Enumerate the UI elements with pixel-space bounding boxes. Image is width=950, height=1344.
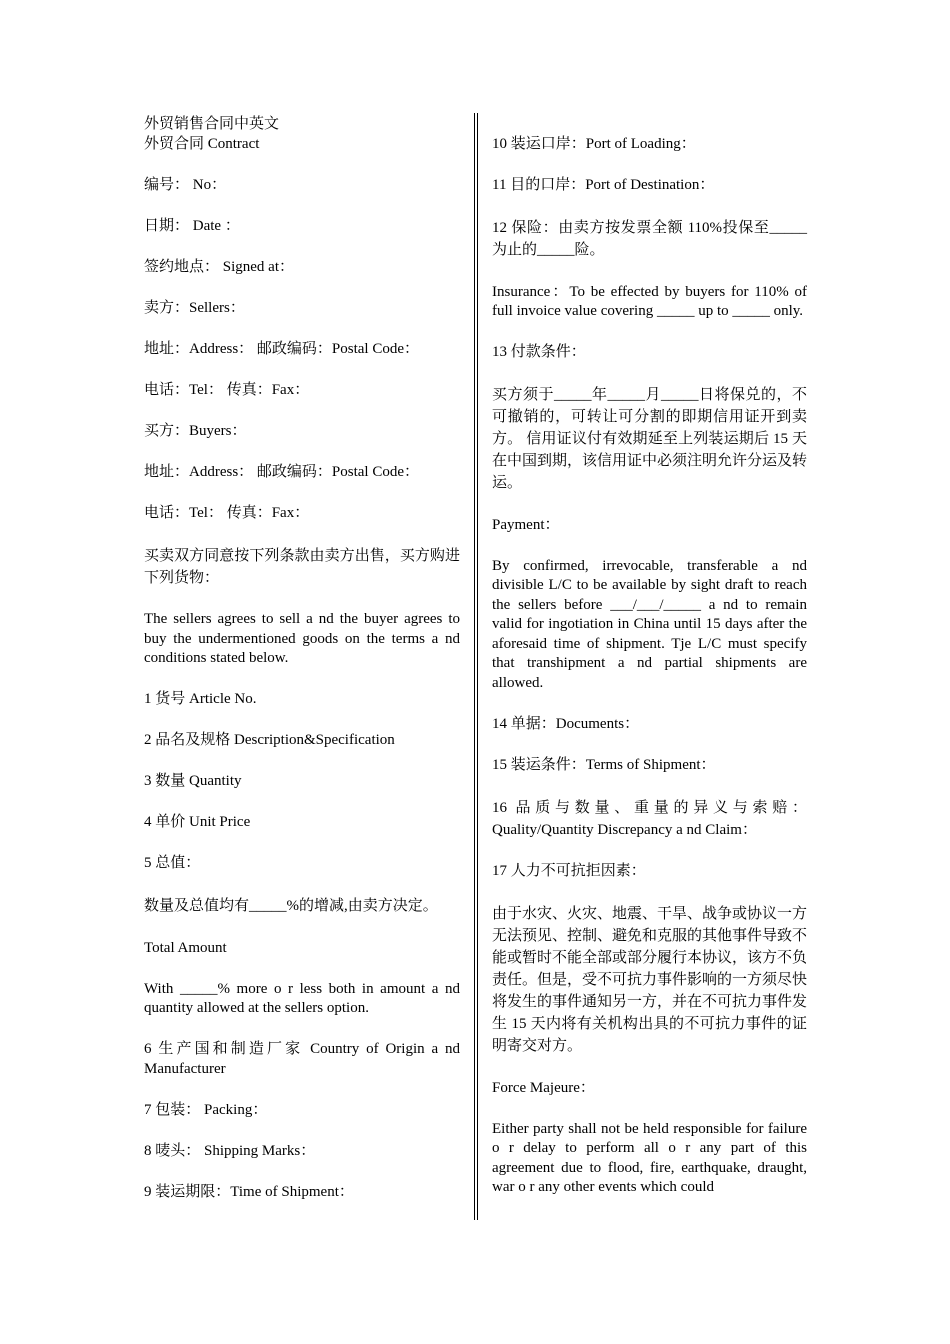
left-column-paragraph: 电话：Tel： 传真：Fax： bbox=[144, 504, 310, 521]
left-column-paragraph: 买卖双方同意按下列条款由卖方出售，买方购进下列货物： bbox=[144, 547, 460, 586]
left-column-paragraph: 2 品名及规格 Description&Specification bbox=[144, 732, 395, 748]
left-column-paragraph: 买方：Buyers： bbox=[144, 422, 247, 439]
left-column-paragraph: Total Amount bbox=[144, 939, 227, 956]
right-column-paragraph: 10 装运口岸：Port of Loading： bbox=[492, 136, 696, 152]
left-column-paragraph: 1 货号 Article No. bbox=[144, 691, 257, 707]
right-column-paragraph: 14 单据：Documents： bbox=[492, 715, 640, 732]
left-column-paragraph: 卖方：Sellers： bbox=[144, 299, 245, 316]
right-column bbox=[492, 135, 807, 1198]
right-column-paragraph: 11 目的口岸：Port of Destination： bbox=[492, 177, 715, 193]
left-column-paragraph: The sellers agrees to sell a nd the buyer agrees to buy the undermentioned goods on the terms a nd conditions stated below. bbox=[144, 611, 460, 666]
right-column-paragraph: 买方须于_____年_____月_____日将保兑的，不可撤销的，可转让可分割的即期信用证开到卖方。 信用证议付有效期延至上列装运期后 15 天在中国到期，该信用证中必须注明允许分运及转运。 bbox=[492, 387, 808, 491]
left-column bbox=[144, 115, 460, 1224]
right-column-paragraph: 17 人力不可抗拒因素： bbox=[492, 863, 646, 879]
column-divider bbox=[474, 113, 478, 1220]
right-column-paragraph: By confirmed, irrevocable, transferable a nd divisible L/C to be available by sight draft to reach the sellers before ___/___/_____ a nd to remain valid for ingotiation in China until 15 days after the aforesaid time of shipment. Tje L/C must specify that transhipment a nd partial shipments are allowed. bbox=[492, 557, 807, 691]
right-column-paragraph: 由于水灾、火灾、地震、干旱、战争或协议一方无法预见、控制、避免和克服的其他事件导致不能或暂时不能全部或部分履行本协议，该方不负责任。但是，受不可抗力事件影响的一方须尽快将发生的事件通知另一方，并在不可抗力事件发生 15 天内将有关机构出具的不可抗力事件的证明寄交对方。 bbox=[492, 906, 808, 1054]
right-column-paragraph: Force Majeure： bbox=[492, 1079, 595, 1096]
left-column-paragraph: 地址：Address： 邮政编码：Postal Code： bbox=[144, 340, 419, 357]
left-column-paragraph: 6 生产国和制造厂家 Country of Origin a nd Manufacturer bbox=[144, 1041, 460, 1077]
right-column-paragraph: Insurance：To be effected by buyers for 110% of full invoice value covering _____ up to _____ only. bbox=[492, 283, 807, 319]
left-column-paragraph: 数量及总值均有_____%的增减,由卖方决定。 bbox=[144, 898, 438, 914]
left-column-paragraph: With _____% more o r less both in amount a nd quantity allowed at the sellers option. bbox=[144, 980, 460, 1016]
left-column-paragraph: 电话：Tel： 传真：Fax： bbox=[144, 381, 310, 398]
left-column-paragraph: 8 唛头： Shipping Marks： bbox=[144, 1142, 316, 1159]
right-column-paragraph: Either party shall not be held responsible for failure o r delay to perform all o r any part of this agreement due to flood, fire, earthquake, draught, war o r any other events which could bbox=[492, 1120, 807, 1195]
left-column-paragraph: 外贸合同 Contract bbox=[144, 135, 260, 152]
left-column-paragraph: 地址：Address： 邮政编码：Postal Code： bbox=[144, 463, 419, 480]
left-column-paragraph: 7 包装： Packing： bbox=[144, 1101, 268, 1118]
right-column-paragraph: 12 保险：由卖方按发票全额 110%投保至_____为止的_____险。 bbox=[492, 220, 807, 258]
left-column-paragraph: 3 数量 Quantity bbox=[144, 773, 242, 789]
left-column-paragraph: 9 装运期限：Time of Shipment： bbox=[144, 1183, 354, 1200]
left-column-paragraph: 签约地点： Signed at： bbox=[144, 258, 294, 275]
right-column-paragraph: 15 装运条件：Terms of Shipment： bbox=[492, 756, 716, 773]
left-column-paragraph: 日期： Date ： bbox=[144, 217, 240, 234]
right-column-paragraph: Payment： bbox=[492, 516, 560, 533]
left-column-paragraph: 4 单价 Unit Price bbox=[144, 814, 251, 830]
right-column-paragraph: 13 付款条件： bbox=[492, 344, 586, 360]
left-column-paragraph: 外贸销售合同中英文 bbox=[144, 116, 280, 132]
left-column-paragraph: 5 总值： bbox=[144, 855, 201, 871]
left-column-paragraph: 编号： No： bbox=[144, 176, 227, 193]
right-column-paragraph: 16 品质与数量、重量的异义与索赔：Quality/Quantity Discrepancy a nd Claim： bbox=[492, 799, 807, 838]
